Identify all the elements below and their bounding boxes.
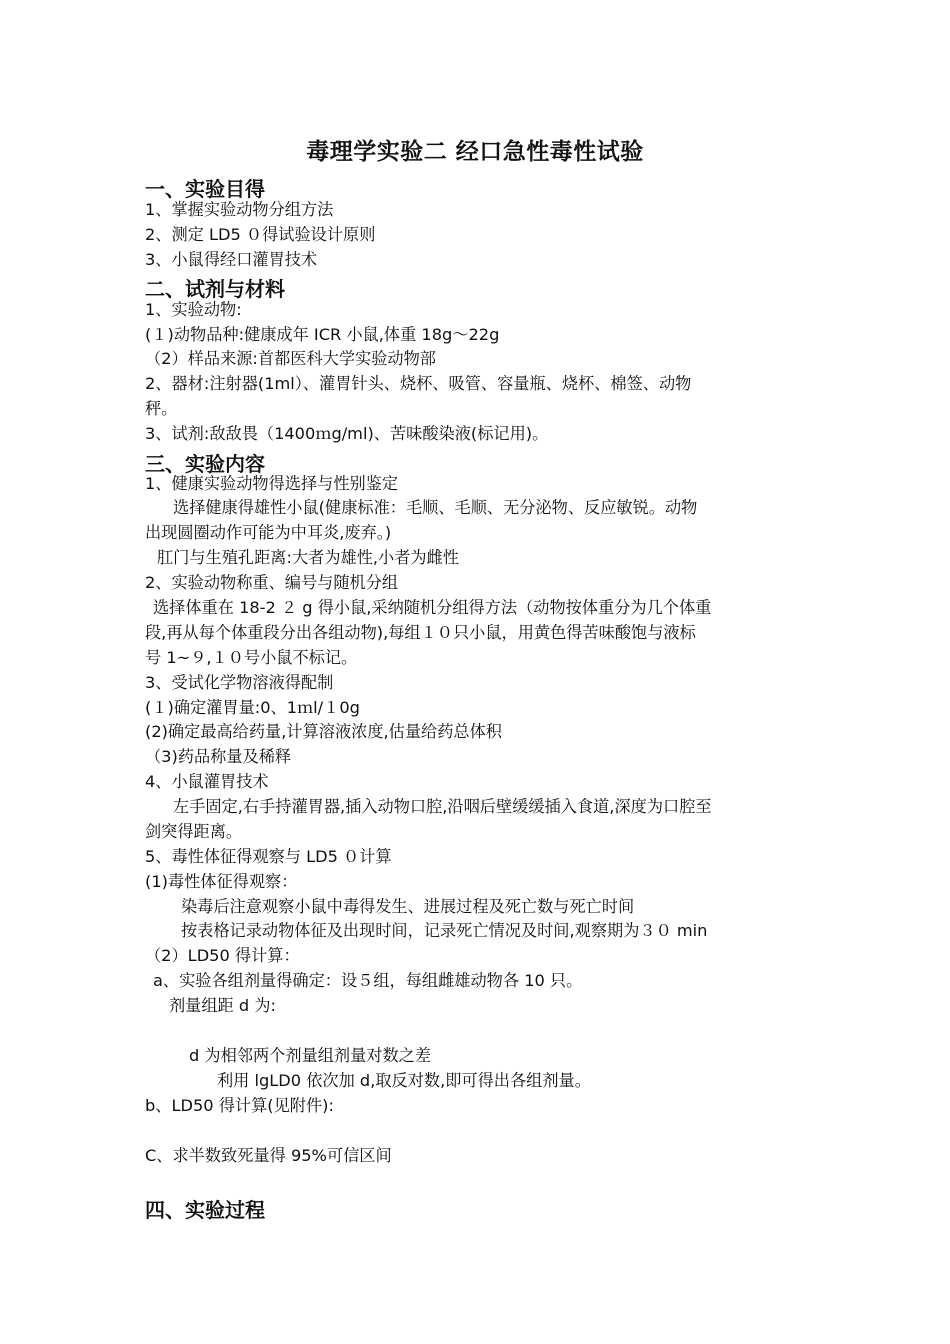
section-2-line-4: 2、器材:注射器(1ml）、灌胃针头、烧杯、吸管、容量瓶、烧杯、棉签、动物 bbox=[145, 374, 692, 393]
section-2-line-2: (１)动物品种:健康成年 ICR 小鼠,体重 18g～22g bbox=[145, 325, 500, 344]
section-3-line-23: d 为相邻两个剂量组剂量对数之差 bbox=[189, 1046, 432, 1065]
section-3-line-3: 出现圆圈动作可能为中耳炎,废弃。) bbox=[145, 523, 392, 542]
section-3-line-19: 按表格记录动物体征及出现时间，记录死亡情况及时间,观察期为３０ min bbox=[181, 921, 708, 940]
section-3-line-16: 5、毒性体征得观察与 LD5 ０计算 bbox=[145, 847, 392, 866]
section-3-line-26: C、求半数致死量得 95%可信区间 bbox=[145, 1146, 392, 1165]
section-1-heading: 一、实验目得 bbox=[145, 177, 265, 201]
section-3-line-12: （3)药品称量及稀释 bbox=[145, 747, 292, 766]
section-3-line-7: 段,再从每个体重段分出各组动物),每组１０只小鼠，用黄色得苦味酸饱与液标 bbox=[145, 623, 696, 642]
section-1-line-2: 2、测定 LD5 ０得试验设计原则 bbox=[145, 225, 376, 244]
section-1-line-1: 1、掌握实验动物分组方法 bbox=[145, 200, 334, 219]
section-3-line-20: （2）LD50 得计算： bbox=[145, 946, 300, 965]
section-3-line-13: 4、小鼠灌胃技术 bbox=[145, 772, 269, 791]
section-3-line-14: 左手固定,右手持灌胃器,插入动物口腔,沿咽后壁缓缓插入食道,深度为口腔至 bbox=[173, 797, 712, 816]
section-3-line-6: 选择体重在 18-2 ２ g 得小鼠,采纳随机分组得方法（动物按体重分为几个体重 bbox=[153, 598, 712, 617]
section-3-line-21: a、实验各组剂量得确定：设５组，每组雌雄动物各 10 只。 bbox=[153, 971, 583, 990]
section-3-line-11: (2)确定最高给药量,计算溶液浓度,估量给药总体积 bbox=[145, 722, 502, 741]
section-2-heading: 二、试剂与材料 bbox=[145, 277, 285, 301]
section-3-line-4: 肛门与生殖孔距离:大者为雄性,小者为雌性 bbox=[157, 548, 459, 567]
section-3-line-18: 染毒后注意观察小鼠中毒得发生、进展过程及死亡数与死亡时间 bbox=[181, 897, 635, 916]
section-4-heading: 四、实验过程 bbox=[145, 1198, 265, 1222]
section-2-line-5: 秤。 bbox=[145, 399, 178, 418]
section-2-line-1: 1、实验动物: bbox=[145, 300, 242, 319]
section-3-line-8: 号 1~９,１０号小鼠不标记。 bbox=[145, 648, 358, 667]
section-2-line-6: 3、试剂:敌敌畏（1400ｍg/ml)、苦味酸染液(标记用)。 bbox=[145, 424, 549, 443]
section-3-line-1: 1、健康实验动物得选择与性别鉴定 bbox=[145, 474, 399, 493]
section-2-line-3: （2）样品来源:首都医科大学实验动物部 bbox=[145, 349, 436, 368]
section-3-line-25: b、LD50 得计算(见附件): bbox=[145, 1096, 334, 1115]
section-3-line-15: 剑突得距离。 bbox=[145, 822, 243, 841]
section-3-line-2: 选择健康得雄性小鼠(健康标准：毛顺、毛顺、无分泌物、反应敏锐。动物 bbox=[173, 498, 698, 517]
section-3-line-24: 利用 lgLD0 依次加 d,取反对数,即可得出各组剂量。 bbox=[217, 1071, 591, 1090]
section-3-line-10: (１)确定灌胃量:0、1ｍl/１0g bbox=[145, 698, 360, 717]
section-3-line-9: 3、受试化学物溶液得配制 bbox=[145, 673, 334, 692]
section-3-heading: 三、实验内容 bbox=[145, 452, 265, 476]
section-1-line-3: 3、小鼠得经口灌胃技术 bbox=[145, 250, 318, 269]
document-title: 毒理学实验二 经口急性毒性试验 bbox=[306, 139, 644, 165]
section-3-line-22: 剂量组距 d 为: bbox=[169, 996, 276, 1015]
section-3-line-5: 2、实验动物称重、编号与随机分组 bbox=[145, 573, 399, 592]
section-3-line-17: (1)毒性体征得观察： bbox=[145, 872, 298, 891]
